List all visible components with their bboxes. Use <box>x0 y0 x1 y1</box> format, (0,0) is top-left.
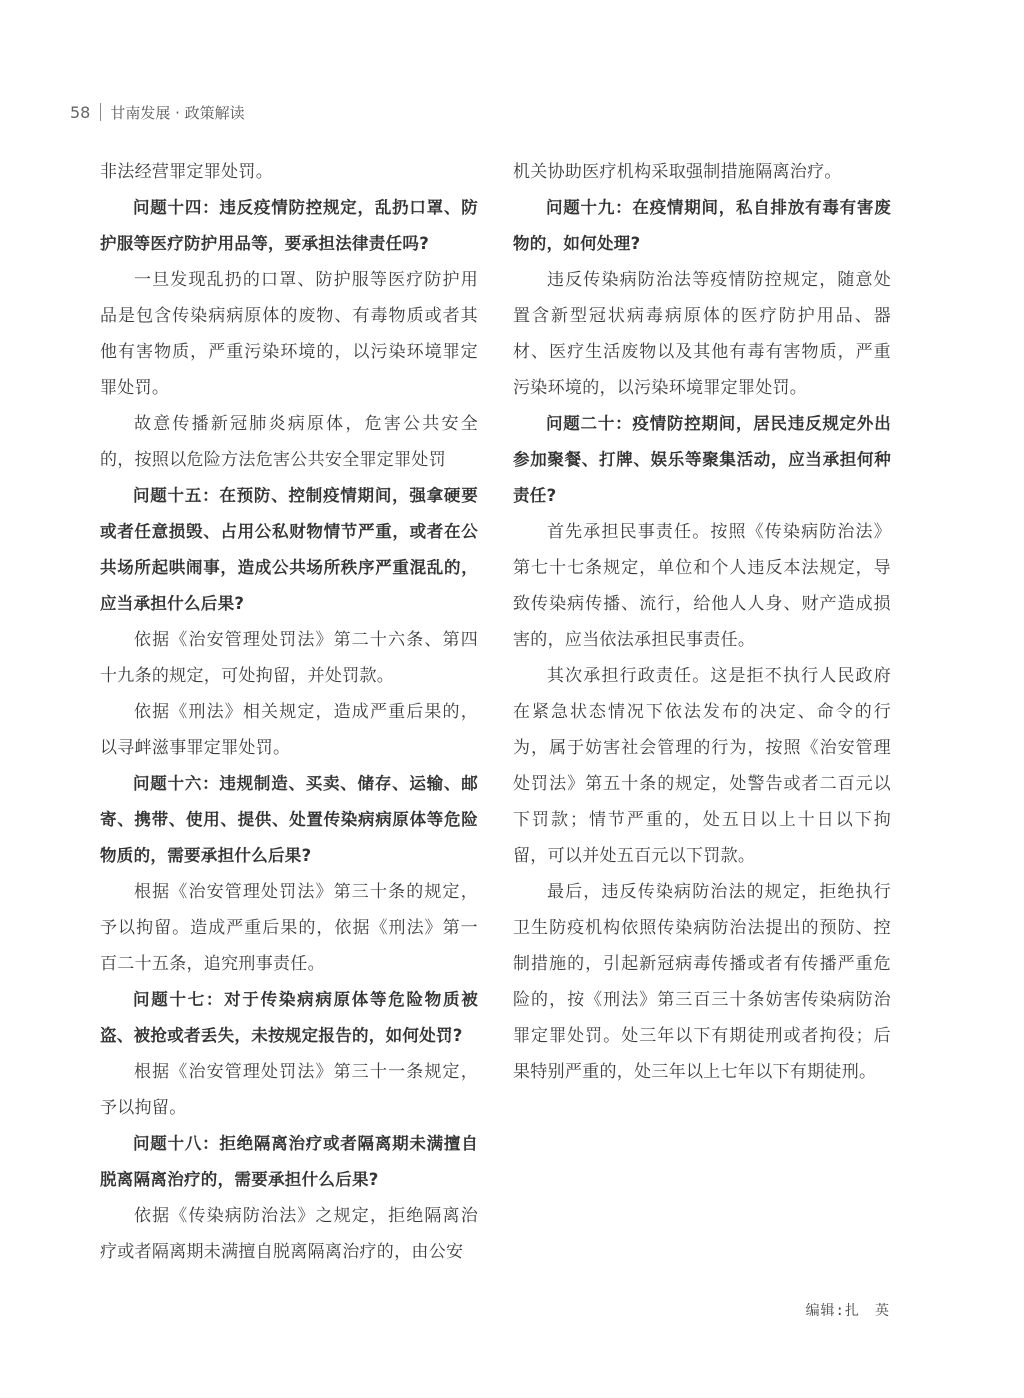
left-column <box>100 154 478 1270</box>
body-paragraph: 依据《传染病防治法》之规定，拒绝隔离治疗或者隔离期未满擅自脱离隔离治疗的，由公安 <box>100 1206 478 1262</box>
page-number: 58 <box>70 102 91 122</box>
header-divider <box>100 103 101 121</box>
body-paragraph: 机关协助医疗机构采取强制措施隔离治疗。 <box>513 162 842 182</box>
publication-section-title: 甘南发展 · 政策解读 <box>110 103 245 122</box>
body-paragraph: 依据《刑法》相关规定，造成严重后果的，以寻衅滋事罪定罪处罚。 <box>100 702 478 758</box>
body-paragraph: 最后，违反传染病防治法的规定，拒绝执行卫生防疫机构依照传染病防治法提出的预防、控制措施的，引起新冠病毒传播或者有传播严重危险的，按《刑法》第三百三十条妨害传染病防治罪定罪处罚。处三年以下有期徒刑或者拘役；后果特别严重的，处三年以上七年以下有期徒刑。 <box>513 882 891 1082</box>
running-header <box>70 98 245 126</box>
question-heading: 问题十九：在疫情期间，私自排放有毒有害废物的，如何处理? <box>513 198 891 253</box>
body-paragraph: 非法经营罪定罪处罚。 <box>100 162 273 182</box>
right-column <box>513 154 891 1090</box>
question-heading: 问题十七：对于传染病病原体等危险物质被盗、被抢或者丢失，未按规定报告的，如何处罚? <box>100 990 478 1045</box>
question-heading: 问题十五：在预防、控制疫情期间，强拿硬要或者任意损毁、占用公私财物情节严重，或者在公共场所起哄闹事，造成公共场所秩序严重混乱的，应当承担什么后果? <box>100 486 478 613</box>
body-paragraph: 首先承担民事责任。按照《传染病防治法》第七十七条规定，单位和个人违反本法规定，导致传染病传播、流行，给他人人身、财产造成损害的，应当依法承担民事责任。 <box>513 522 891 650</box>
body-paragraph: 一旦发现乱扔的口罩、防护服等医疗防护用品是包含传染病病原体的废物、有毒物质或者其他有害物质，严重污染环境的，以污染环境罪定罪处罚。 <box>100 270 478 398</box>
question-heading: 问题十八：拒绝隔离治疗或者隔离期未满擅自脱离隔离治疗的，需要承担什么后果? <box>100 1134 478 1189</box>
body-paragraph: 依据《治安管理处罚法》第二十六条、第四十九条的规定，可处拘留，并处罚款。 <box>100 630 478 686</box>
question-heading: 问题十四：违反疫情防控规定，乱扔口罩、防护服等医疗防护用品等，要承担法律责任吗? <box>100 198 478 253</box>
question-heading: 问题十六：违规制造、买卖、储存、运输、邮寄、携带、使用、提供、处置传染病病原体等危险物质的，需要承担什么后果? <box>100 774 478 865</box>
body-paragraph: 根据《治安管理处罚法》第三十一条规定，予以拘留。 <box>100 1062 478 1118</box>
question-heading: 问题二十：疫情防控期间，居民违反规定外出参加聚餐、打牌、娱乐等聚集活动，应当承担何种责任? <box>513 414 891 505</box>
body-paragraph: 违反传染病防治法等疫情防控规定，随意处置含新型冠状病毒病原体的医疗防护用品、器材、医疗生活废物以及其他有毒有害物质，严重污染环境的，以污染环境罪定罪处罚。 <box>513 270 891 398</box>
body-paragraph: 故意传播新冠肺炎病原体，危害公共安全的，按照以危险方法危害公共安全罪定罪处罚 <box>100 414 478 470</box>
editor-credit: 编辑:扎 英 <box>805 1303 890 1319</box>
body-paragraph: 其次承担行政责任。这是拒不执行人民政府在紧急状态情况下依法发布的决定、命令的行为，属于妨害社会管理的行为，按照《治安管理处罚法》第五十条的规定，处警告或者二百元以下罚款；情节严重的，处五日以上十日以下拘留，可以并处五百元以下罚款。 <box>513 666 891 866</box>
body-paragraph: 根据《治安管理处罚法》第三十条的规定，予以拘留。造成严重后果的，依据《刑法》第一百二十五条，追究刑事责任。 <box>100 882 478 974</box>
